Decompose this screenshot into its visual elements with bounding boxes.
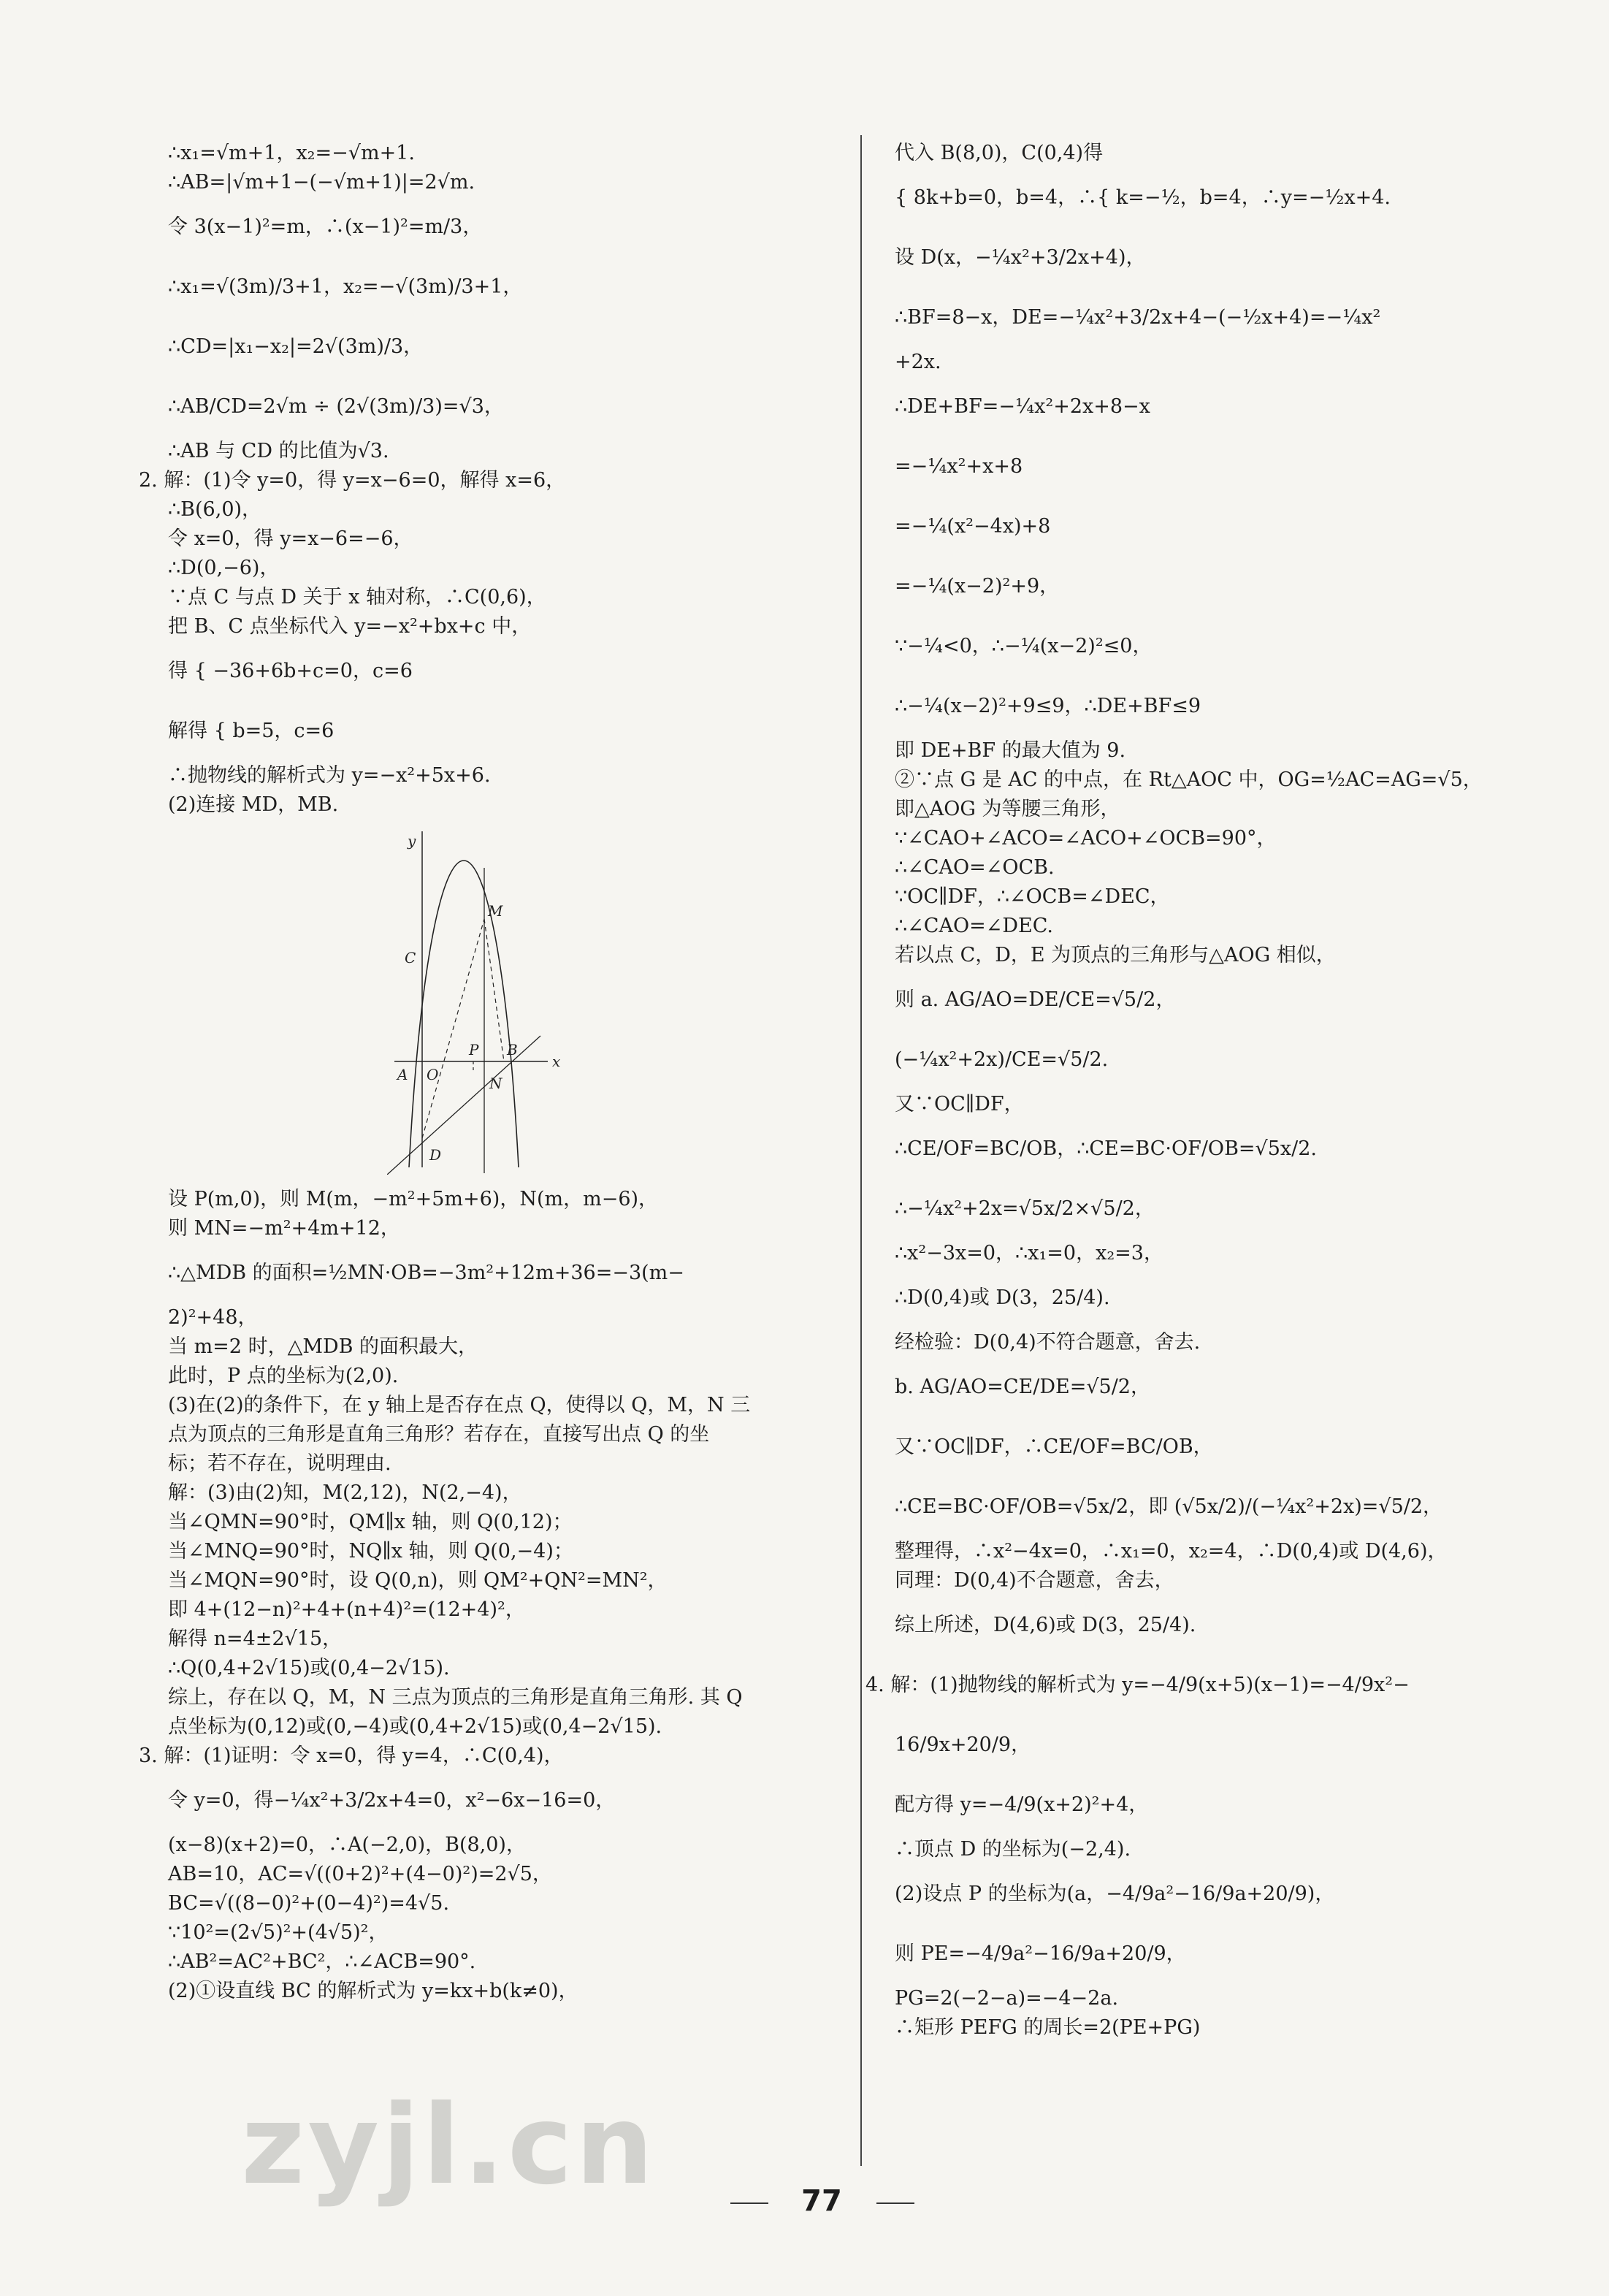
text-line: +2x. bbox=[895, 351, 941, 373]
text-line: ∴DE+BF=−¼x²+2x+8−x bbox=[895, 395, 1150, 418]
text-line: 设 D(x，−¼x²+3/2x+4)， bbox=[895, 246, 1146, 269]
text-line: 当∠QMN=90°时，QM∥x 轴，则 Q(0,12)； bbox=[168, 1511, 573, 1533]
text-line: 2)²+48， bbox=[168, 1306, 258, 1329]
text-line: (2)设点 P 的坐标为(a，−4/9a²−16/9a+20/9)， bbox=[895, 1883, 1335, 1905]
text-line: 则 PE=−4/9a²−16/9a+20/9， bbox=[895, 1942, 1186, 1965]
column-divider bbox=[860, 135, 862, 2166]
text-line: b. AG/AO=CE/DE=√5/2， bbox=[895, 1376, 1150, 1398]
segment-md bbox=[422, 919, 484, 1138]
label-d: D bbox=[429, 1146, 442, 1164]
text-line: 同理：D(0,4)不合题意，舍去， bbox=[895, 1569, 1174, 1592]
text-line: 又∵OC∥DF， bbox=[895, 1093, 1024, 1115]
text-line: ∴∠CAO=∠OCB. bbox=[895, 856, 1055, 879]
text-line: 则 MN=−m²+4m+12， bbox=[168, 1217, 400, 1240]
question-3-heading: 3. 解：(1)证明：令 x=0，得 y=4，∴C(0,4)， bbox=[139, 1744, 564, 1767]
text-line: 点为顶点的三角形是直角三角形？若存在，直接写出点 Q 的坐 bbox=[168, 1423, 710, 1446]
text-line: ∴CE/OF=BC/OB，∴CE=BC·OF/OB=√5x/2. bbox=[895, 1137, 1317, 1160]
text-line: 解：(3)由(2)知，M(2,12)，N(2,−4)， bbox=[168, 1481, 522, 1504]
text-line: ∴BF=8−x，DE=−¼x²+3/2x+4−(−½x+4)=−¼x² bbox=[895, 306, 1381, 329]
text-line: AB=10，AC=√((0+2)²+(4−0)²)=2√5， bbox=[168, 1863, 552, 1885]
text-line: ∴抛物线的解析式为 y=−x²+5x+6. bbox=[168, 764, 491, 787]
text-line: ∴D(0,4)或 D(3，25/4). bbox=[895, 1286, 1110, 1309]
text-line: ∴∠CAO=∠DEC. bbox=[895, 915, 1053, 937]
text-line: ∴−¼x²+2x=√5x/2×√5/2， bbox=[895, 1197, 1155, 1220]
text-line: ∴x²−3x=0，∴x₁=0，x₂=3， bbox=[895, 1242, 1163, 1265]
text-line: ∵−¼<0，∴−¼(x−2)²≤0， bbox=[895, 635, 1153, 657]
text-line: 即 DE+BF 的最大值为 9. bbox=[895, 739, 1126, 762]
text-line: 整理得，∴x²−4x=0，∴x₁=0，x₂=4，∴D(0,4)或 D(4,6)， bbox=[895, 1540, 1448, 1563]
parabola-diagram bbox=[387, 824, 606, 1175]
text-line: 配方得 y=−4/9(x+2)²+4， bbox=[895, 1793, 1149, 1816]
text-line: ∵点 C 与点 D 关于 x 轴对称，∴C(0,6)， bbox=[168, 586, 546, 609]
text-line: 把 B、C 点坐标代入 y=−x²+bx+c 中， bbox=[168, 615, 532, 638]
label-m: M bbox=[488, 902, 503, 920]
text-line: ∴AB/CD=2√m ÷ (2√(3m)/3)=√3， bbox=[168, 395, 504, 418]
text-line: =−¼(x−2)²+9， bbox=[895, 575, 1060, 598]
text-line: ∴−¼(x−2)²+9≤9，∴DE+BF≤9 bbox=[895, 695, 1201, 717]
text-line: 解得 n=4±2√15， bbox=[168, 1628, 343, 1650]
segment-mb bbox=[484, 919, 504, 1061]
text-line: ∴AB=|√m+1−(−√m+1)|=2√m. bbox=[168, 171, 475, 194]
text-line: ∴Q(0,4+2√15)或(0,4−2√15). bbox=[168, 1657, 450, 1679]
label-c: C bbox=[405, 949, 416, 966]
text-line: 令 x=0，得 y=x−6=−6， bbox=[168, 527, 413, 550]
label-a: A bbox=[397, 1066, 408, 1083]
text-line: ∴CD=|x₁−x₂|=2√(3m)/3， bbox=[168, 335, 424, 358]
label-p: P bbox=[469, 1041, 479, 1059]
text-line: ∴D(0,−6)， bbox=[168, 557, 280, 579]
text-line: 16/9x+20/9， bbox=[895, 1734, 1031, 1756]
text-line: (2)①设直线 BC 的解析式为 y=kx+b(k≠0)， bbox=[168, 1980, 578, 2002]
page-number: 77 bbox=[801, 2184, 842, 2218]
label-y: y bbox=[408, 832, 416, 850]
label-n: N bbox=[489, 1075, 502, 1092]
text-line: 令 3(x−1)²=m，∴(x−1)²=m/3， bbox=[168, 216, 483, 238]
text-line: (2)连接 MD，MB. bbox=[168, 793, 339, 816]
right-column bbox=[865, 139, 1552, 2043]
text-line: { 8k+b=0，b=4，∴{ k=−½，b=4，∴y=−½x+4. bbox=[895, 186, 1391, 209]
text-line: ∴x₁=√(3m)/3+1，x₂=−√(3m)/3+1， bbox=[168, 275, 523, 298]
watermark: zyjl.cn bbox=[241, 2082, 657, 2209]
text-line: 当∠MQN=90°时，设 Q(0,n)，则 QM²+QN²=MN²， bbox=[168, 1569, 668, 1592]
text-line: 标；若不存在，说明理由. bbox=[168, 1452, 391, 1475]
text-line: 得 { −36+6b+c=0，c=6 bbox=[168, 660, 413, 682]
text-line: 综上，存在以 Q，M，N 三点为顶点的三角形是直角三角形. 其 Q bbox=[168, 1686, 743, 1709]
text-line: 代入 B(8,0)，C(0,4)得 bbox=[895, 142, 1104, 164]
text-line: (3)在(2)的条件下，在 y 轴上是否存在点 Q，使得以 Q，M，N 三 bbox=[168, 1394, 751, 1416]
text-line: ∴AB²=AC²+BC²，∴∠ACB=90°. bbox=[168, 1950, 476, 1973]
text-line: =−¼x²+x+8 bbox=[895, 455, 1023, 478]
text-line: ∴△MDB 的面积=½MN·OB=−3m²+12m+36=−3(m− bbox=[168, 1262, 684, 1284]
text-line: 当 m=2 时，△MDB 的面积最大， bbox=[168, 1335, 478, 1358]
question-4-heading: 4. 解：(1)抛物线的解析式为 y=−4/9(x+5)(x−1)=−4/9x²− bbox=[865, 1674, 1410, 1696]
text-line: ②∵点 G 是 AC 的中点，在 Rt△AOC 中，OG=½AC=AG=√5， bbox=[895, 768, 1483, 791]
text-line: 设 P(m,0)，则 M(m，−m²+5m+6)，N(m，m−6)， bbox=[168, 1188, 659, 1210]
text-line: ∴CE=BC·OF/OB=√5x/2，即 (√5x/2)/(−¼x²+2x)=√5/2， bbox=[895, 1495, 1443, 1518]
label-o: O bbox=[427, 1066, 439, 1083]
text-line: ∴顶点 D 的坐标为(−2,4). bbox=[895, 1838, 1131, 1861]
text-line: (x−8)(x+2)=0，∴A(−2,0)，B(8,0)， bbox=[168, 1834, 526, 1856]
text-line: ∴B(6,0)， bbox=[168, 498, 262, 521]
label-x: x bbox=[552, 1053, 561, 1070]
text-line: 则 a. AG/AO=DE/CE=√5/2， bbox=[895, 988, 1176, 1011]
text-line: 点坐标为(0,12)或(0,−4)或(0,4+2√15)或(0,4−2√15). bbox=[168, 1715, 662, 1738]
text-line: 若以点 C，D，E 为顶点的三角形与△AOG 相似， bbox=[895, 944, 1336, 966]
text-line: ∵OC∥DF，∴∠OCB=∠DEC， bbox=[895, 885, 1170, 908]
text-line: 综上所述，D(4,6)或 D(3，25/4). bbox=[895, 1614, 1196, 1636]
text-line: BC=√((8−0)²+(0−4)²)=4√5. bbox=[168, 1892, 450, 1915]
parabola-figure bbox=[168, 824, 847, 1175]
text-line: 令 y=0，得−¼x²+3/2x+4=0，x²−6x−16=0， bbox=[168, 1789, 616, 1812]
text-line: 当∠MNQ=90°时，NQ∥x 轴，则 Q(0,−4)； bbox=[168, 1540, 573, 1563]
label-b: B bbox=[507, 1041, 518, 1059]
text-line: 即△AOG 为等腰三角形， bbox=[895, 798, 1120, 820]
text-line: 此时，P 点的坐标为(2,0). bbox=[168, 1365, 399, 1387]
text-line: ∴x₁=√m+1，x₂=−√m+1. bbox=[168, 142, 415, 164]
text-line: ∴AB 与 CD 的比值为√3. bbox=[168, 440, 389, 462]
page-number-dash-right bbox=[876, 2202, 914, 2204]
question-2-heading: 2. 解：(1)令 y=0，得 y=x−6=0，解得 x=6， bbox=[139, 469, 566, 492]
text-line: 解得 { b=5，c=6 bbox=[168, 720, 335, 742]
text-line: 即 4+(12−n)²+4+(n+4)²=(12+4)²， bbox=[168, 1598, 525, 1621]
text-line: 又∵OC∥DF，∴CE/OF=BC/OB， bbox=[895, 1435, 1213, 1458]
text-line: ∴矩形 PEFG 的周长=2(PE+PG) bbox=[895, 2016, 1201, 2039]
left-column bbox=[139, 139, 847, 2006]
text-line: =−¼(x²−4x)+8 bbox=[895, 515, 1051, 538]
text-line: 经检验：D(0,4)不符合题意，舍去. bbox=[895, 1331, 1201, 1354]
text-line: PG=2(−2−a)=−4−2a. bbox=[895, 1987, 1119, 2010]
text-line: ∵10²=(2√5)²+(4√5)²， bbox=[168, 1921, 389, 1944]
text-line: ∵∠CAO+∠ACO=∠ACO+∠OCB=90°， bbox=[895, 827, 1277, 850]
text-line: (−¼x²+2x)/CE=√5/2. bbox=[895, 1048, 1109, 1071]
page-number-dash-left bbox=[730, 2202, 768, 2204]
